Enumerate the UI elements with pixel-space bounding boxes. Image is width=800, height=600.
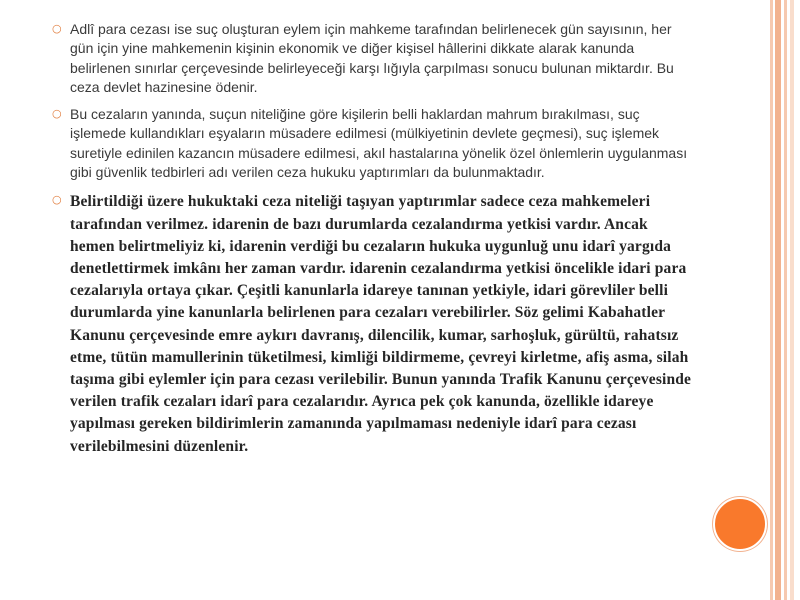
bullet-text: Belirtildiği üzere hukuktaki ceza niteliği taşıyan yaptırımlar sadece ceza mahkemeleri tarafından verilmez. idarenin de bazı durumlarda cezalandırma yetkisi vardır. Ancak hemen belirtmeliyiz ki, idarenin verdiği bu cezaların hukuka uygunluğ unu idarî yargıda denetlettirmek imkânı her zaman vardır. idarenin cezalandırma yetkisi öncelikle idari para cezalarıyla ortaya çıkar. Çeşitli kanunlarla idareye tanınan yetkiyle, idari görevliler belli durumlarda yine kanunlarla belirlenen para cezaları verebilirler. Söz gelimi Kabahatler Kanunu çerçevesinde emre aykırı davranış, dilencilik, kumar, sarhoşluk, gürültü, rahatsız etme, tütün mamullerinin tüketilmesi, kimliği bildirmeme, çevreyi kirletme, afiş asma, silah taşıma gibi eylemler için para cezası verilebilir. Bunun yanında Trafik Kanunu çerçevesinde verilen trafik cezaları idarî para cezalarıdır. Ayrıca pek çok kanunda, özellikle idareye yapılması gereken bildirimlerin zamanında yapılmaması nedeniyle idarî para cezası verilebilmesini düzenlenir. <box>70 193 692 455</box>
open-circle-bullet-icon: ○ <box>52 107 62 121</box>
open-circle-bullet-icon: ○ <box>52 22 62 35</box>
open-circle-bullet-icon: ○ <box>52 193 62 207</box>
bullet-item <box>52 20 692 97</box>
decorative-circle <box>713 497 767 551</box>
decorative-stripe <box>775 0 781 600</box>
decorative-stripe <box>770 0 773 600</box>
bullet-item <box>52 105 692 182</box>
slide-content <box>52 20 692 458</box>
decorative-stripe <box>784 0 787 600</box>
bullet-text: Adlî para cezası ise suç oluşturan eylem için mahkeme tarafından belirlenecek gün sayısının, her gün için yine mahkemenin kişinin ekonomik ve diğer kişisel hâllerini dikkate alarak kanunda belirlenen sınırlar çerçevesinde belirleyeceği karşı lığıyla çarpılması sonucu bulunan miktardır. Bu ceza devlet hazinesine ödenir. <box>70 21 674 95</box>
decorative-stripe <box>790 0 794 600</box>
bullet-text: Bu cezaların yanında, suçun niteliğine göre kişilerin belli haklardan mahrum bırakılması, suç işlemede kullandıkları eşyaların müsadere edilmesi (mülkiyetinin devlete geçmesi), suç işlemek suretiyle edinilen kazancın müsadere edilmesi, akıl hastalarına yönelik özel önlemlerin uygulanması gibi güvenlik tedbirleri adı verilen ceza hukuku yaptırımları da bulunmaktadır. <box>70 106 688 181</box>
bullet-item <box>52 191 692 457</box>
